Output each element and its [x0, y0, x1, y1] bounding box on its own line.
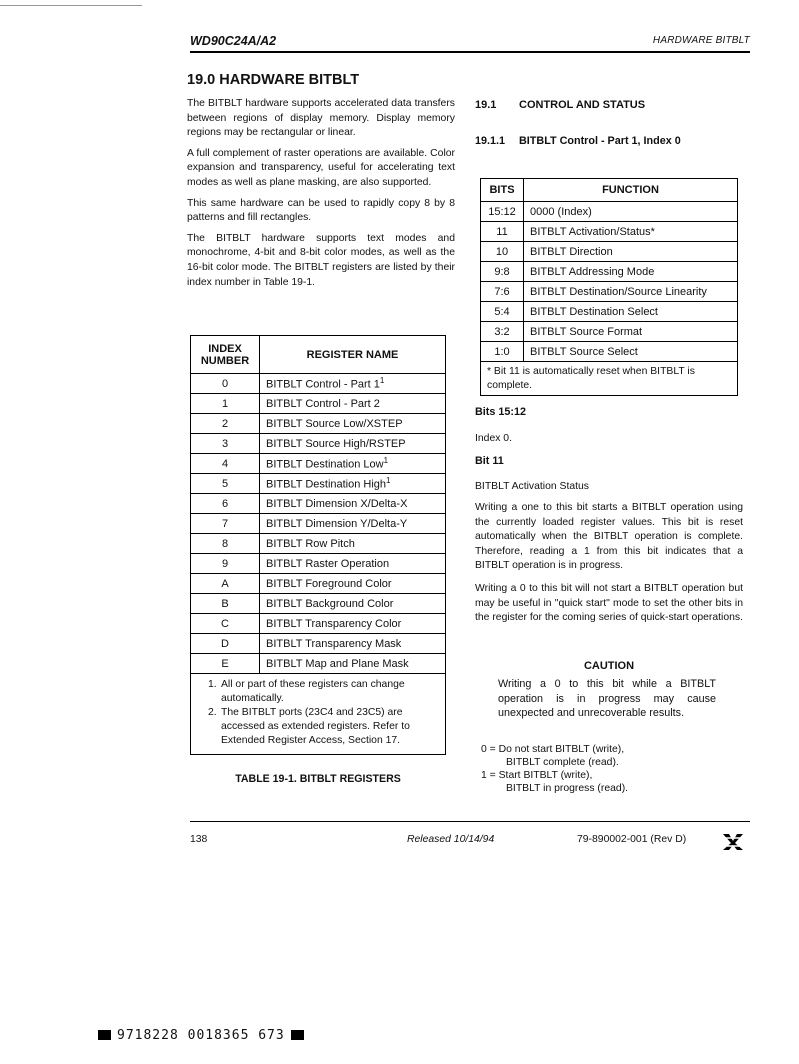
table-row: [481, 322, 738, 342]
function-table: [480, 178, 738, 396]
register-name-cell: [260, 654, 446, 674]
table-note: [208, 678, 437, 706]
register-name: BITBLT Control - Part 1: [266, 378, 380, 391]
register-name: BITBLT Foreground Color: [266, 577, 392, 590]
bit-range: 1:0: [481, 342, 524, 362]
register-table-body: [191, 374, 446, 674]
paragraph-modes: The BITBLT hardware supports text modes and monochrome, 4-bit and 8-bit color modes, as well as the 16-bit color mode. The BITBLT registers are listed by their index number in Table 19-1.: [187, 232, 455, 288]
register-index: C: [191, 614, 260, 634]
register-index: 7: [191, 514, 260, 534]
bit-range: 10: [481, 242, 524, 262]
bit-function: BITBLT Destination/Source Linearity: [524, 282, 738, 302]
bit-function: BITBLT Source Select: [524, 342, 738, 362]
barcode-block-right-icon: [291, 1030, 304, 1040]
register-index: D: [191, 634, 260, 654]
bit-range: 9:8: [481, 262, 524, 282]
table-row: [481, 262, 738, 282]
barcode-text: 9718228 0018365 673: [117, 1028, 285, 1043]
table-row: [481, 342, 738, 362]
subsection-title: CONTROL AND STATUS: [519, 99, 646, 111]
table-row: [481, 202, 738, 222]
table-row: [191, 394, 446, 414]
column-header-index: INDEX NUMBER: [191, 336, 260, 374]
left-column: [187, 72, 455, 296]
register-number: 19.1.1: [475, 135, 506, 147]
value-definition-1: [481, 770, 628, 795]
register-name: BITBLT Control - Part 2: [266, 397, 380, 410]
page-header: [190, 34, 750, 50]
register-name-cell: [260, 374, 446, 394]
register-name-cell: [260, 494, 446, 514]
release-date: Released 10/14/94: [407, 834, 495, 845]
note-text: All or part of these registers can change automatically.: [221, 679, 405, 704]
bit-range: 5:4: [481, 302, 524, 322]
header-rule: [190, 51, 750, 53]
table-row: [191, 414, 446, 434]
table-row: [191, 594, 446, 614]
bit-function: BITBLT Destination Select: [524, 302, 738, 322]
register-name: BITBLT Row Pitch: [266, 537, 355, 550]
register-index: 8: [191, 534, 260, 554]
value-1-write: 1 = Start BITBLT (write),: [481, 770, 593, 781]
subsection-heading: [475, 99, 645, 111]
register-index: 4: [191, 454, 260, 474]
note-number: 2.: [208, 707, 217, 718]
paragraph-intro: The BITBLT hardware supports accelerated data transfers between regions of display memory. Display memory regions may be rectangular or linear.: [187, 98, 455, 139]
register-name: BITBLT Map and Plane Mask: [266, 657, 409, 670]
table-row: [191, 614, 446, 634]
footer-rule: [190, 821, 750, 822]
document-number: 79-890002-001 (Rev D): [577, 834, 687, 845]
register-name-cell: [260, 534, 446, 554]
register-name-cell: [260, 474, 446, 494]
register-index: B: [191, 594, 260, 614]
note-number: 1.: [208, 679, 217, 690]
bit-range: 7:6: [481, 282, 524, 302]
bit-function: BITBLT Activation/Status*: [524, 222, 738, 242]
register-name: BITBLT Dimension X/Delta-X: [266, 497, 408, 510]
table-row: [191, 454, 446, 474]
table-notes: [191, 674, 446, 755]
note-reference: 1: [386, 476, 391, 486]
page-number: 138: [190, 834, 208, 845]
header-doc-id: WD90C24A/A2: [190, 34, 277, 48]
bit-function: BITBLT Addressing Mode: [524, 262, 738, 282]
company-logo-icon: [722, 832, 744, 852]
register-name: BITBLT Destination Low: [266, 458, 384, 471]
bits-heading-15-12: Bits 15:12: [475, 406, 527, 418]
note-reference: 1: [383, 456, 389, 466]
bit-range: 3:2: [481, 322, 524, 342]
paragraph-raster-ops: A full complement of raster operations are available. Color expansion and transparency, useful for accelerating text modes as well as plane masking, are also supported.: [187, 147, 455, 188]
function-footnote: * Bit 11 is automatically reset when BITBLT is complete.: [481, 362, 738, 396]
table-row: [191, 514, 446, 534]
register-index: 2: [191, 414, 260, 434]
table-row: [191, 474, 446, 494]
register-name-cell: [260, 454, 446, 474]
register-index: 5: [191, 474, 260, 494]
barcode-block-left-icon: [98, 1030, 111, 1040]
bit-11-quick-start-paragraph: Writing a 0 to this bit will not start a BITBLT operation but may be useful in "quick start" mode to set the other bits in the register for the coming series of quick-start operations.: [475, 583, 743, 624]
table-note: [208, 706, 437, 748]
table-row: [191, 534, 446, 554]
register-index: 6: [191, 494, 260, 514]
register-name-cell: [260, 434, 446, 454]
bit-range: 11: [481, 222, 524, 242]
table-caption: TABLE 19-1. BITBLT REGISTERS: [235, 773, 401, 785]
register-index: 9: [191, 554, 260, 574]
caution-text: Writing a 0 to this bit while a BITBLT operation is in progress may cause unexpected and unrecoverable results.: [498, 678, 716, 720]
bits-15-12-text: Index 0.: [475, 433, 512, 444]
header-section: HARDWARE BITBLT: [652, 35, 750, 46]
table-row: [191, 434, 446, 454]
paragraph-patterns: This same hardware can be used to rapidly copy 8 by 8 patterns and fill rectangles.: [187, 197, 455, 224]
table-row: [191, 554, 446, 574]
table-row: [191, 374, 446, 394]
bit-function: BITBLT Direction: [524, 242, 738, 262]
bit-11-name: BITBLT Activation Status: [475, 481, 589, 492]
value-0-read: BITBLT complete (read).: [506, 756, 619, 768]
register-index: 1: [191, 394, 260, 414]
function-table-body: [481, 202, 738, 362]
register-index: E: [191, 654, 260, 674]
register-name: BITBLT Destination High: [266, 478, 387, 491]
register-name: BITBLT Dimension Y/Delta-Y: [266, 517, 408, 530]
column-header-bits: BITS: [481, 179, 524, 202]
value-1-read: BITBLT in progress (read).: [506, 782, 629, 794]
register-name: BITBLT Source High/RSTEP: [266, 437, 406, 450]
register-table: [190, 335, 446, 755]
register-name-cell: [260, 414, 446, 434]
register-name-cell: [260, 614, 446, 634]
column-header-function: FUNCTION: [524, 179, 738, 202]
function-footnote-row: [481, 362, 738, 396]
table-row: [191, 494, 446, 514]
register-name-cell: [260, 394, 446, 414]
bit-11-paragraph: Writing a one to this bit starts a BITBLT operation using the currently loaded register values. This bit is reset automatically when the BITBLT operation is complete. Therefore, reading a 1 from this bit indicates that a BITBLT operation is in progress.: [475, 502, 743, 572]
note-text: The BITBLT ports (23C4 and 23C5) are accessed as extended registers. Refer to Extended Register Access, Section 17.: [221, 707, 410, 746]
subsection-number: 19.1: [475, 99, 497, 111]
bit-function: BITBLT Source Format: [524, 322, 738, 342]
bit-range: 15:12: [481, 202, 524, 222]
value-0-write: 0 = Do not start BITBLT (write),: [481, 744, 625, 755]
table-row: [191, 634, 446, 654]
register-index: 3: [191, 434, 260, 454]
scan-edge-rule: [0, 5, 142, 6]
table-row: [191, 654, 446, 674]
register-name: BITBLT Transparency Color: [266, 617, 402, 630]
register-name: BITBLT Transparency Mask: [266, 637, 402, 650]
register-heading: [475, 135, 681, 147]
bits-heading-11: Bit 11: [475, 455, 504, 467]
caution-title: CAUTION: [583, 660, 635, 672]
table-row: [481, 302, 738, 322]
column-header-register-name: REGISTER NAME: [260, 336, 446, 374]
table-row: [481, 242, 738, 262]
table-notes-row: [191, 674, 446, 755]
register-name-cell: [260, 574, 446, 594]
section-title: 19.0 HARDWARE BITBLT: [187, 72, 360, 88]
register-title: BITBLT Control - Part 1, Index 0: [519, 135, 681, 147]
register-name-cell: [260, 634, 446, 654]
table-row: [481, 222, 738, 242]
scan-barcode: [92, 1028, 310, 1043]
note-reference: 1: [379, 376, 385, 386]
register-name: BITBLT Source Low/XSTEP: [266, 417, 403, 430]
register-index: 0: [191, 374, 260, 394]
register-name: BITBLT Raster Operation: [266, 557, 390, 570]
register-name-cell: [260, 594, 446, 614]
register-name-cell: [260, 554, 446, 574]
value-definition-0: [481, 744, 624, 769]
register-name: BITBLT Background Color: [266, 597, 394, 610]
table-row: [481, 282, 738, 302]
bit-function: 0000 (Index): [524, 202, 738, 222]
register-index: A: [191, 574, 260, 594]
table-row: [191, 574, 446, 594]
register-name-cell: [260, 514, 446, 534]
